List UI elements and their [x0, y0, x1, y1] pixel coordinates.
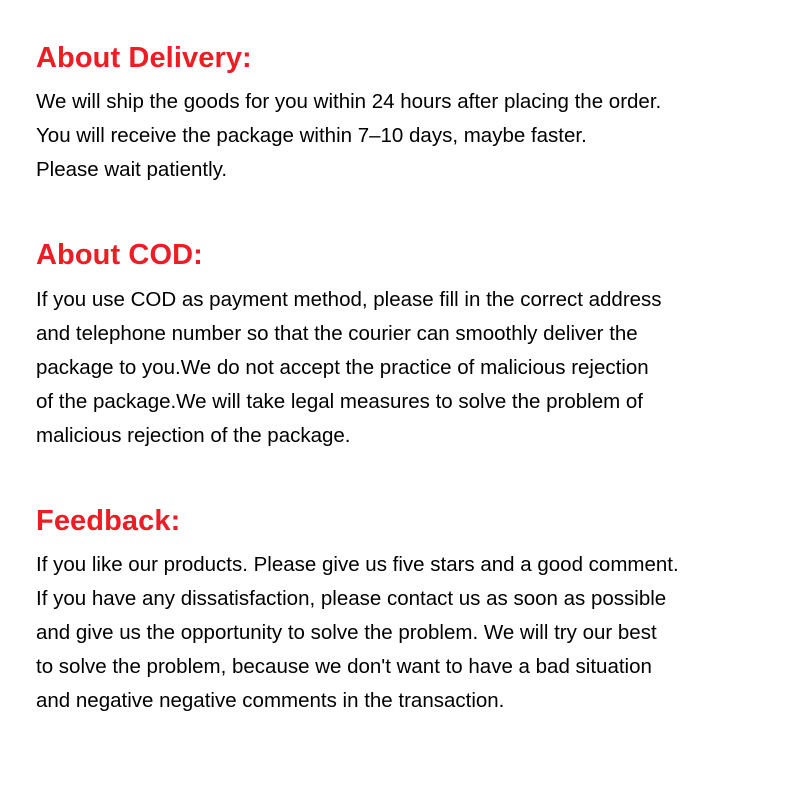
body-line: If you have any dissatisfaction, please contact us as soon as possible [36, 587, 667, 611]
body-line: and negative negative comments in the transaction. [36, 689, 505, 713]
section-about-delivery [36, 42, 780, 187]
section-heading-about-cod: About COD: [36, 239, 203, 272]
section-body-about-delivery [36, 85, 780, 187]
section-body-about-cod [36, 283, 780, 453]
section-body-feedback [36, 548, 780, 718]
body-line: of the package.We will take legal measures to solve the problem of [36, 389, 643, 413]
body-line: You will receive the package within 7–10 days, maybe faster. [36, 124, 587, 148]
body-line: and telephone number so that the courier can smoothly deliver the [36, 321, 638, 345]
body-line: malicious rejection of the package. [36, 423, 351, 447]
section-heading-feedback: Feedback: [36, 504, 181, 537]
body-line: package to you.We do not accept the practice of malicious rejection [36, 355, 649, 379]
section-feedback [36, 505, 780, 718]
body-line: We will ship the goods for you within 24 hours after placing the order. [36, 90, 662, 114]
body-line: to solve the problem, because we don't want to have a bad situation [36, 655, 652, 679]
section-heading-about-delivery: About Delivery: [36, 42, 252, 74]
body-line: If you like our products. Please give us five stars and a good comment. [36, 553, 679, 577]
body-line: Please wait patiently. [36, 158, 228, 182]
body-line: If you use COD as payment method, please fill in the correct address [36, 287, 662, 311]
section-about-cod [36, 239, 780, 452]
body-line: and give us the opportunity to solve the problem. We will try our best [36, 621, 657, 645]
